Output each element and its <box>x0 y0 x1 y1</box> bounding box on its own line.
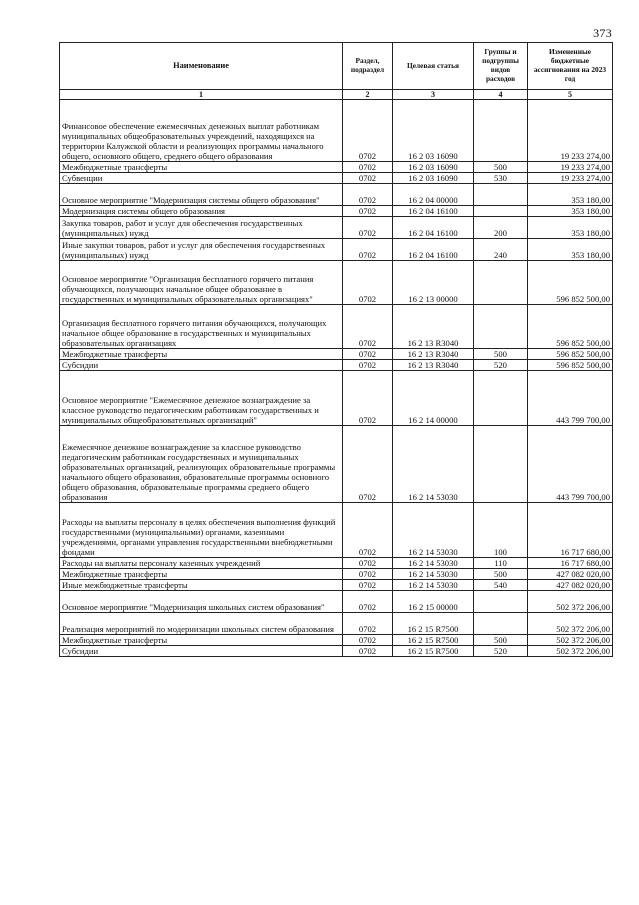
column-number: 2 <box>343 90 393 100</box>
row-article-cell: 16 2 04 16100 <box>393 206 474 217</box>
row-name-cell: Ежемесячное денежное вознаграждение за классное руководство педагогическим работникам государственных и муниципальных образовательных организаций, реализующих образовательные программы начального общего образования, образовательные программы основного общего образования, образовательные программы среднего общего образования <box>60 426 343 503</box>
row-group-cell <box>474 305 528 349</box>
table-row <box>60 184 613 206</box>
column-number: 1 <box>60 90 343 100</box>
table-body <box>60 100 613 657</box>
row-section-cell: 0702 <box>343 558 393 569</box>
row-name-cell: Субсидии <box>60 646 343 657</box>
row-group-cell <box>474 261 528 305</box>
row-section-cell: 0702 <box>343 100 393 162</box>
table-row <box>60 646 613 657</box>
row-article-cell: 16 2 14 53030 <box>393 426 474 503</box>
table-row <box>60 206 613 217</box>
row-group-cell: 520 <box>474 360 528 371</box>
row-group-cell <box>474 184 528 206</box>
table-row <box>60 580 613 591</box>
row-section-cell: 0702 <box>343 371 393 426</box>
table-row <box>60 360 613 371</box>
row-article-cell: 16 2 13 R3040 <box>393 305 474 349</box>
row-amount-cell: 443 799 700,00 <box>528 371 613 426</box>
row-section-cell: 0702 <box>343 613 393 635</box>
row-section-cell: 0702 <box>343 184 393 206</box>
row-name-cell: Основное мероприятие "Организация бесплатного горячего питания обучающихся, получающих начальное общее образование в государственных и муниципальных образовательных организациях" <box>60 261 343 305</box>
row-section-cell: 0702 <box>343 580 393 591</box>
row-name-cell: Субсидии <box>60 360 343 371</box>
row-amount-cell: 353 180,00 <box>528 184 613 206</box>
row-name-cell: Закупка товаров, работ и услуг для обеспечения государственных (муниципальных) нужд <box>60 217 343 239</box>
row-article-cell: 16 2 13 R3040 <box>393 349 474 360</box>
table-row <box>60 591 613 613</box>
row-section-cell: 0702 <box>343 173 393 184</box>
row-amount-cell: 427 082 020,00 <box>528 569 613 580</box>
header-article: Целевая статья <box>393 43 474 90</box>
row-amount-cell: 502 372 206,00 <box>528 646 613 657</box>
row-group-cell <box>474 613 528 635</box>
row-section-cell: 0702 <box>343 206 393 217</box>
row-article-cell: 16 2 13 R3040 <box>393 360 474 371</box>
row-article-cell: 16 2 04 16100 <box>393 217 474 239</box>
table-row <box>60 426 613 503</box>
row-group-cell <box>474 426 528 503</box>
row-name-cell: Иные межбюджетные трансферты <box>60 580 343 591</box>
row-name-cell: Организация бесплатного горячего питания обучающихся, получающих начальное общее образование в государственных и муниципальных образовательных организациях <box>60 305 343 349</box>
header-name: Наименование <box>60 43 343 90</box>
row-amount-cell: 502 372 206,00 <box>528 635 613 646</box>
row-article-cell: 16 2 14 53030 <box>393 503 474 558</box>
row-amount-cell: 19 233 274,00 <box>528 162 613 173</box>
row-section-cell: 0702 <box>343 239 393 261</box>
row-amount-cell: 596 852 500,00 <box>528 305 613 349</box>
header-row <box>60 43 613 90</box>
row-article-cell: 16 2 14 53030 <box>393 569 474 580</box>
row-section-cell: 0702 <box>343 426 393 503</box>
table-row <box>60 635 613 646</box>
row-name-cell: Расходы на выплаты персоналу в целях обеспечения выполнения функций государственными (муниципальными) органами, казенными учреждениями, органами управления государственными внебюджетными фондами <box>60 503 343 558</box>
row-article-cell: 16 2 14 00000 <box>393 371 474 426</box>
row-amount-cell: 353 180,00 <box>528 239 613 261</box>
row-section-cell: 0702 <box>343 503 393 558</box>
row-amount-cell: 19 233 274,00 <box>528 173 613 184</box>
row-section-cell: 0702 <box>343 305 393 349</box>
row-article-cell: 16 2 15 R7500 <box>393 613 474 635</box>
table-row <box>60 261 613 305</box>
row-article-cell: 16 2 14 53030 <box>393 580 474 591</box>
row-name-cell: Межбюджетные трансферты <box>60 569 343 580</box>
row-section-cell: 0702 <box>343 360 393 371</box>
row-name-cell: Иные закупки товаров, работ и услуг для обеспечения государственных (муниципальных) нужд <box>60 239 343 261</box>
row-group-cell: 200 <box>474 217 528 239</box>
row-name-cell: Модернизация системы общего образования <box>60 206 343 217</box>
header-groups: Группы и подгруппы видов расходов <box>474 43 528 90</box>
header-amount: Измененные бюджетные ассигнования на 2023 год <box>528 43 613 90</box>
row-amount-cell: 502 372 206,00 <box>528 613 613 635</box>
row-name-cell: Основное мероприятие "Модернизация школьных систем образования" <box>60 591 343 613</box>
page-number: 373 <box>593 26 612 40</box>
budget-table <box>59 42 613 657</box>
row-name-cell: Межбюджетные трансферты <box>60 349 343 360</box>
row-group-cell: 500 <box>474 349 528 360</box>
column-number: 5 <box>528 90 613 100</box>
table-row <box>60 239 613 261</box>
row-article-cell: 16 2 04 16100 <box>393 239 474 261</box>
row-article-cell: 16 2 13 00000 <box>393 261 474 305</box>
table-row <box>60 173 613 184</box>
row-amount-cell: 596 852 500,00 <box>528 360 613 371</box>
row-name-cell: Реализация мероприятий по модернизации школьных систем образования <box>60 613 343 635</box>
row-group-cell <box>474 100 528 162</box>
row-article-cell: 16 2 04 00000 <box>393 184 474 206</box>
row-article-cell: 16 2 15 R7500 <box>393 646 474 657</box>
row-section-cell: 0702 <box>343 646 393 657</box>
row-group-cell: 240 <box>474 239 528 261</box>
table-row <box>60 613 613 635</box>
row-article-cell: 16 2 03 16090 <box>393 173 474 184</box>
table-row <box>60 162 613 173</box>
table-row <box>60 217 613 239</box>
row-group-cell: 540 <box>474 580 528 591</box>
row-section-cell: 0702 <box>343 162 393 173</box>
header-section: Раздел, подраздел <box>343 43 393 90</box>
row-amount-cell: 353 180,00 <box>528 206 613 217</box>
row-group-cell <box>474 206 528 217</box>
row-article-cell: 16 2 15 00000 <box>393 591 474 613</box>
row-amount-cell: 353 180,00 <box>528 217 613 239</box>
row-name-cell: Межбюджетные трансферты <box>60 162 343 173</box>
row-group-cell: 100 <box>474 503 528 558</box>
table-row <box>60 305 613 349</box>
row-section-cell: 0702 <box>343 591 393 613</box>
row-name-cell: Расходы на выплаты персоналу казенных учреждений <box>60 558 343 569</box>
row-amount-cell: 427 082 020,00 <box>528 580 613 591</box>
row-group-cell: 500 <box>474 162 528 173</box>
row-article-cell: 16 2 03 16090 <box>393 100 474 162</box>
row-section-cell: 0702 <box>343 261 393 305</box>
row-amount-cell: 596 852 500,00 <box>528 349 613 360</box>
row-group-cell <box>474 591 528 613</box>
row-name-cell: Основное мероприятие "Модернизация системы общего образования" <box>60 184 343 206</box>
column-number: 4 <box>474 90 528 100</box>
row-amount-cell: 19 233 274,00 <box>528 100 613 162</box>
row-name-cell: Субвенции <box>60 173 343 184</box>
row-group-cell: 110 <box>474 558 528 569</box>
row-article-cell: 16 2 03 16090 <box>393 162 474 173</box>
row-article-cell: 16 2 14 53030 <box>393 558 474 569</box>
table-row <box>60 349 613 360</box>
row-name-cell: Финансовое обеспечение ежемесячных денежных выплат работникам муниципальных общеобразовательных учреждений, находящихся на территории Калужской области и реализующих программы начального общего, основного общего, среднего общего образования <box>60 100 343 162</box>
row-group-cell: 500 <box>474 635 528 646</box>
row-amount-cell: 596 852 500,00 <box>528 261 613 305</box>
row-group-cell: 520 <box>474 646 528 657</box>
table-row <box>60 371 613 426</box>
column-number: 3 <box>393 90 474 100</box>
row-section-cell: 0702 <box>343 217 393 239</box>
row-section-cell: 0702 <box>343 569 393 580</box>
table-row <box>60 100 613 162</box>
row-amount-cell: 16 717 680,00 <box>528 503 613 558</box>
table-row <box>60 558 613 569</box>
table-row <box>60 569 613 580</box>
row-name-cell: Основное мероприятие "Ежемесячное денежное вознаграждение за классное руководство педагогическим работникам государственных и муниципальных общеобразовательных организаций" <box>60 371 343 426</box>
row-amount-cell: 443 799 700,00 <box>528 426 613 503</box>
column-number-row <box>60 90 613 100</box>
row-group-cell <box>474 371 528 426</box>
row-article-cell: 16 2 15 R7500 <box>393 635 474 646</box>
row-name-cell: Межбюджетные трансферты <box>60 635 343 646</box>
row-section-cell: 0702 <box>343 635 393 646</box>
row-amount-cell: 502 372 206,00 <box>528 591 613 613</box>
row-group-cell: 500 <box>474 569 528 580</box>
row-group-cell: 530 <box>474 173 528 184</box>
table-row <box>60 503 613 558</box>
row-section-cell: 0702 <box>343 349 393 360</box>
row-amount-cell: 16 717 680,00 <box>528 558 613 569</box>
